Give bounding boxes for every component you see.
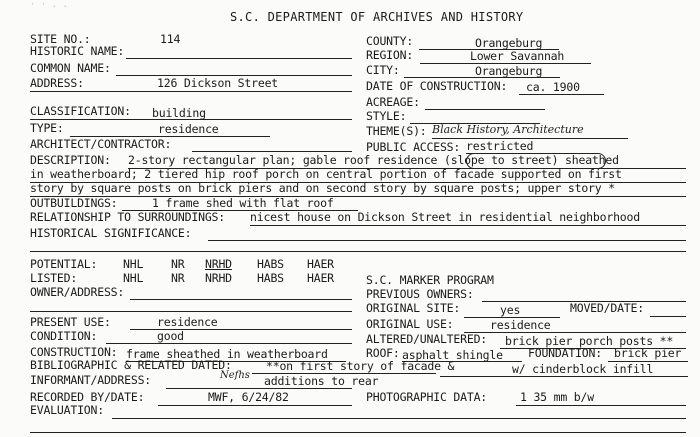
condition-line: [106, 343, 352, 344]
public-access-value: restricted: [466, 139, 534, 153]
evaluation-label: EVALUATION:: [30, 403, 104, 417]
description-rule-3: [30, 196, 686, 197]
listed-nhl: NHL: [123, 271, 144, 285]
date-of-construction-value: ca. 1900: [526, 80, 580, 94]
classification-value: building: [152, 106, 206, 120]
historic-name-label: HISTORIC NAME:: [30, 44, 125, 58]
architect-line: [192, 151, 352, 152]
condition-value: good: [157, 329, 184, 343]
owner-address-line: [130, 299, 352, 300]
acreage-label: ACREAGE:: [366, 95, 420, 109]
description-label: DESCRIPTION:: [30, 153, 111, 167]
significance-line: [208, 240, 686, 241]
address-value: 126 Dickson Street: [157, 76, 279, 90]
address-label: ADDRESS:: [30, 76, 84, 90]
bibliographic-value: **on first story of facade &: [266, 359, 455, 373]
moved-date-label: MOVED/DATE:: [570, 301, 644, 315]
address-line: [30, 91, 352, 92]
site-no-value: 114: [160, 32, 181, 46]
altered-value: brick pier porch posts **: [505, 334, 674, 348]
evaluation-line-2: [30, 432, 686, 433]
description-line-1: 2-story rectangular plan; gable roof residence (slope to street) sheathed: [128, 153, 619, 167]
outbuildings-value: 1 frame shed with flat roof: [152, 196, 334, 210]
listed-haer: HAER: [307, 271, 334, 285]
listed-nrhd: NRHD: [205, 271, 232, 285]
site-no-label: SITE NO.:: [30, 32, 91, 46]
marker-program-label: S.C. MARKER PROGRAM: [366, 273, 494, 287]
corner-marks: · · . .: [30, 0, 68, 10]
informant-handwritten: Nefhs: [220, 370, 250, 381]
potential-nhl: NHL: [123, 257, 144, 271]
classification-line: [30, 119, 352, 120]
altered-label: ALTERED/UNALTERED:: [366, 332, 488, 346]
informant-line: [166, 388, 352, 389]
photographic-label: PHOTOGRAPHIC DATA:: [366, 390, 488, 404]
foundation-label: FOUNDATION:: [528, 346, 602, 360]
potential-haer: HAER: [307, 257, 334, 271]
original-site-value: yes: [500, 303, 521, 317]
type-label: TYPE:: [30, 121, 64, 135]
bibliographic-continued: w/ cinderblock infill: [512, 362, 654, 376]
owner-address-label: OWNER/ADDRESS:: [30, 285, 125, 299]
condition-label: CONDITION:: [30, 329, 98, 343]
roof-label: ROOF:: [366, 346, 400, 360]
potential-label: POTENTIAL:: [30, 257, 98, 271]
city-line: [404, 77, 560, 78]
historic-name-line: [126, 58, 352, 59]
acreage-line: [425, 109, 545, 110]
relationship-label: RELATIONSHIP TO SURROUNDINGS:: [30, 210, 225, 224]
region-label: REGION:: [366, 48, 414, 62]
description-line-3: story by square posts on brick piers and on second story by square posts; upper story *: [30, 181, 615, 195]
listed-label: LISTED:: [30, 271, 78, 285]
relationship-line: [250, 225, 686, 226]
original-use-label: ORIGINAL USE:: [366, 317, 454, 331]
photographic-line: [516, 405, 686, 406]
classification-label: CLASSIFICATION:: [30, 104, 131, 118]
potential-nrhd: NRHD: [205, 257, 232, 271]
bibliographic-label: BIBLIOGRAPHIC & RELATED DATED:: [30, 358, 232, 372]
themes-label: THEME(S):: [366, 124, 427, 138]
date-of-construction-label: DATE OF CONSTRUCTION:: [366, 79, 508, 93]
informant-label: INFORMANT/ADDRESS:: [30, 373, 152, 387]
significance-label: HISTORICAL SIGNIFICANCE:: [30, 226, 192, 240]
construction-value: frame sheathed in weatherboard: [126, 347, 328, 361]
form-title: S.C. DEPARTMENT OF ARCHIVES AND HISTORY: [230, 10, 524, 24]
themes-value: Black History, Architecture: [432, 123, 584, 136]
type-value: residence: [158, 122, 219, 136]
section-divider: [30, 251, 686, 252]
potential-nr: NR: [171, 257, 185, 271]
present-use-label: PRESENT USE:: [30, 315, 111, 329]
recorded-label: RECORDED BY/DATE:: [30, 390, 145, 404]
region-value: Lower Savannah: [470, 49, 565, 63]
owner-address-line-2: [30, 311, 352, 312]
informant-value: additions to rear: [264, 374, 379, 388]
county-value: Orangeburg: [475, 36, 543, 50]
outbuildings-label: OUTBUILDINGS:: [30, 196, 118, 210]
roof-value: asphalt shingle: [402, 348, 503, 362]
recorded-value: MWF, 6/24/82: [208, 390, 289, 404]
original-use-value: residence: [490, 318, 551, 332]
listed-nr: NR: [171, 271, 185, 285]
recorded-line: [158, 405, 352, 406]
foundation-value: brick pier: [614, 346, 682, 360]
county-label: COUNTY:: [366, 34, 414, 48]
relationship-value: nicest house on Dickson Street in residential neighborhood: [250, 210, 640, 224]
potential-habs: HABS: [257, 257, 284, 271]
listed-habs: HABS: [257, 271, 284, 285]
architect-label: ARCHITECT/CONTRACTOR:: [30, 137, 172, 151]
original-use-line: [464, 332, 686, 333]
photographic-value: 1 35 mm b/w: [520, 390, 594, 404]
date-line: [519, 94, 604, 95]
public-access-label: PUBLIC ACCESS:: [366, 140, 461, 154]
bibliographic-line-2: [440, 376, 688, 377]
moved-date-line: [650, 316, 686, 317]
city-label: CITY:: [366, 63, 400, 77]
common-name-label: COMMON NAME:: [30, 61, 111, 75]
construction-label: CONSTRUCTION:: [30, 345, 118, 359]
previous-owners-label: PREVIOUS OWNERS:: [366, 287, 474, 301]
present-use-value: residence: [157, 315, 218, 329]
city-value: Orangeburg: [475, 64, 543, 78]
description-line-2: in weatherboard; 2 tiered hip roof porch on central portion of facade supported on first: [30, 167, 622, 181]
style-label: STYLE:: [366, 109, 407, 123]
evaluation-line: [112, 418, 686, 419]
original-site-label: ORIGINAL SITE:: [366, 301, 461, 315]
